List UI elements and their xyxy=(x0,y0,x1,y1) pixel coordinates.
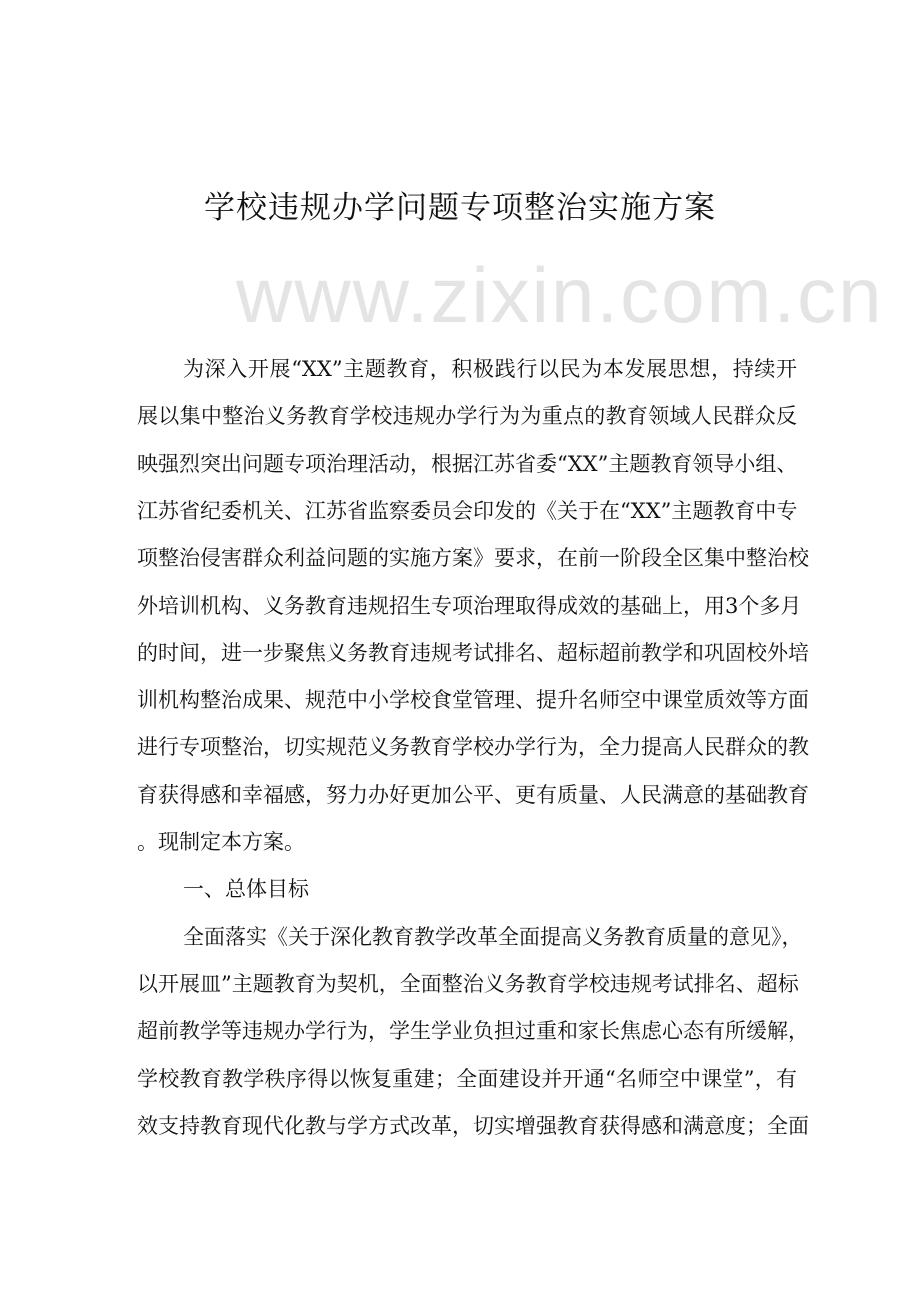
paragraph-line: 展以集中整治义务教育学校违规办学行为为重点的教育领域人民群众反 xyxy=(137,404,797,429)
document-title: 学校违规办学问题专项整治实施方案 xyxy=(204,190,716,226)
paragraph-line: 效支持教育现代化教与学方式改革，切实增强教育获得感和满意度；全面 xyxy=(137,1113,809,1138)
paragraph-line: 项整治侵害群众利益问题的实施方案》要求，在前一阶段全区集中整治校 xyxy=(137,546,809,571)
section-heading: 一、总体目标 xyxy=(183,877,309,902)
paragraph-line: 以开展皿”主题教育为契机，全面整治义务教育学校违规考试排名、超标 xyxy=(137,971,799,996)
paragraph-line: 进行专项整治，切实规范义务教育学校办学行为，全力提高人民群众的教 xyxy=(137,735,809,760)
paragraph-line: 育获得感和幸福感，努力办好更加公平、更有质量、人民满意的基础教育 xyxy=(137,782,809,807)
paragraph-line: 的时间，进一步聚焦义务教育违规考试排名、超标超前教学和巩固校外培 xyxy=(137,640,809,665)
paragraph-line: 学校教育教学秩序得以恢复重建；全面建设并开通“名师空中课堂”，有 xyxy=(137,1066,797,1091)
paragraph-line: 训机构整治成果、规范中小学校食堂管理、提升名师空中课堂质效等方面 xyxy=(137,688,809,713)
paragraph-line: 全面落实《关于深化教育教学改革全面提高义务教育质量的意见》， xyxy=(183,924,803,949)
paragraph-line: 映强烈突出问题专项治理活动，根据江苏省委“XX”主题教育领导小组、 xyxy=(137,451,798,476)
paragraph-line: 。现制定本方案。 xyxy=(137,830,305,854)
paragraph-line: 为深入开展“XX”主题教育，积极践行以民为本发展思想，持续开 xyxy=(183,357,797,381)
paragraph-line: 江苏省纪委机关、江苏省监察委员会印发的《关于在“XX”主题教育中专 xyxy=(137,498,798,523)
watermark: www.zixin.com.cn xyxy=(236,251,884,339)
paragraph-line: 外培训机构、义务教育违规招生专项治理取得成效的基础上，用3个多月 xyxy=(137,593,802,618)
paragraph-line: 超前教学等违规办学行为，学生学业负担过重和家长焦虑心态有所缓解， xyxy=(137,1019,809,1044)
